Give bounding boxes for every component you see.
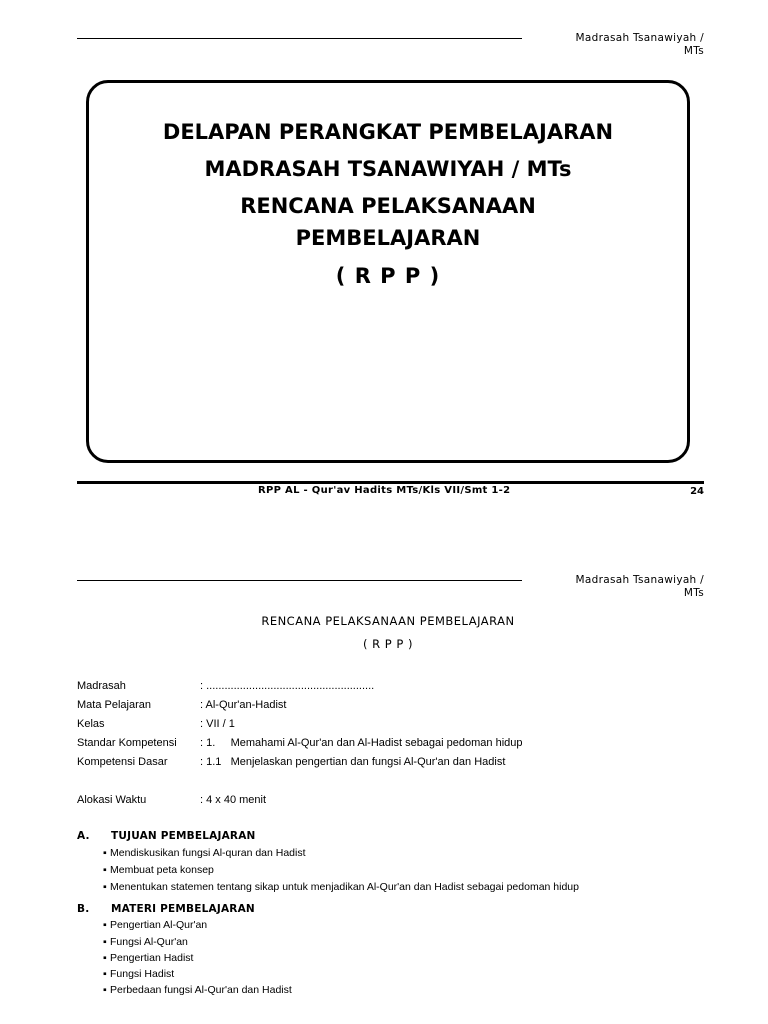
- section-title: TUJUAN PEMBELAJARAN: [111, 830, 256, 842]
- list-item-text: Fungsi Al-Qur'an: [110, 936, 188, 948]
- cover-title-line1: DELAPAN PERANGKAT PEMBELAJARAN: [162, 120, 614, 144]
- list-item-text: Perbedaan fungsi Al-Qur'an dan Hadist: [110, 984, 292, 996]
- section-number: B.: [77, 903, 90, 915]
- field-label: Mata Pelajaran: [77, 699, 151, 711]
- field-label: Kelas: [77, 718, 105, 730]
- field-label: Kompetensi Dasar: [77, 756, 168, 768]
- page1-header: [522, 32, 704, 58]
- list-item-text: Mendiskusikan fungsi Al-quran dan Hadist: [110, 847, 306, 859]
- list-item-text: Membuat peta konsep: [110, 864, 214, 876]
- rpp-title: RENCANA PELAKSANAAN PEMBELAJARAN: [261, 614, 515, 628]
- cover-title-line2: MADRASAH TSANAWIYAH / MTs: [204, 157, 572, 181]
- list-item: [103, 846, 306, 860]
- field-label: Madrasah: [77, 680, 126, 692]
- cover-title-line4: PEMBELAJARAN: [295, 226, 481, 250]
- rpp-subtitle: ( R P P ): [363, 637, 413, 651]
- section-title: MATERI PEMBELAJARAN: [111, 903, 255, 915]
- field-label: Alokasi Waktu: [77, 794, 147, 806]
- page1-footer-rule: [77, 481, 704, 484]
- page1-footer-text: RPP AL - Qur'av Hadits MTs/Kls VII/Smt 1-2: [258, 485, 511, 496]
- bullet-icon: ▪: [103, 847, 107, 859]
- page-number: 24: [690, 486, 704, 497]
- list-item-text: Pengertian Hadist: [110, 952, 194, 964]
- list-item: [103, 935, 188, 949]
- list-item: [103, 983, 292, 997]
- bullet-icon: ▪: [103, 968, 107, 980]
- section-number: A.: [77, 830, 90, 842]
- list-item: [103, 880, 579, 894]
- list-item: [103, 967, 174, 981]
- field-value: : Al-Qur'an-Hadist: [200, 699, 287, 711]
- bullet-icon: ▪: [103, 952, 107, 964]
- page1-header-line2: MTs: [683, 45, 704, 57]
- list-item-text: Menentukan statemen tentang sikap untuk menjadikan Al-Qur'an dan Hadist sebagai pedoman hidup: [110, 881, 579, 893]
- field-value: : VII / 1: [200, 718, 235, 730]
- bullet-icon: ▪: [103, 936, 107, 948]
- bullet-icon: ▪: [103, 919, 107, 931]
- list-item-text: Fungsi Hadist: [110, 968, 175, 980]
- bullet-icon: ▪: [103, 984, 107, 996]
- list-item-text: Pengertian Al-Qur'an: [110, 919, 208, 931]
- field-value: : 1. Memahami Al-Qur'an dan Al-Hadist sebagai pedoman hidup: [200, 737, 523, 749]
- bullet-icon: ▪: [103, 881, 107, 893]
- page2-header-line1: Madrasah Tsanawiyah /: [575, 574, 704, 586]
- field-value: : 4 x 40 menit: [200, 794, 267, 806]
- list-item: [103, 918, 207, 932]
- page1-header-line1: Madrasah Tsanawiyah /: [575, 32, 704, 44]
- list-item: [103, 951, 193, 965]
- field-value: : .......................................................: [200, 680, 375, 692]
- page2-header: [522, 574, 704, 600]
- page2-header-line2: MTs: [683, 587, 704, 599]
- list-item: [103, 863, 214, 877]
- cover-title-line3: RENCANA PELAKSANAAN: [240, 194, 536, 218]
- field-label: Standar Kompetensi: [77, 737, 177, 749]
- cover-title-line5: ( R P P ): [335, 264, 441, 288]
- bullet-icon: ▪: [103, 864, 107, 876]
- field-value: : 1.1 Menjelaskan pengertian dan fungsi Al-Qur'an dan Hadist: [200, 756, 506, 768]
